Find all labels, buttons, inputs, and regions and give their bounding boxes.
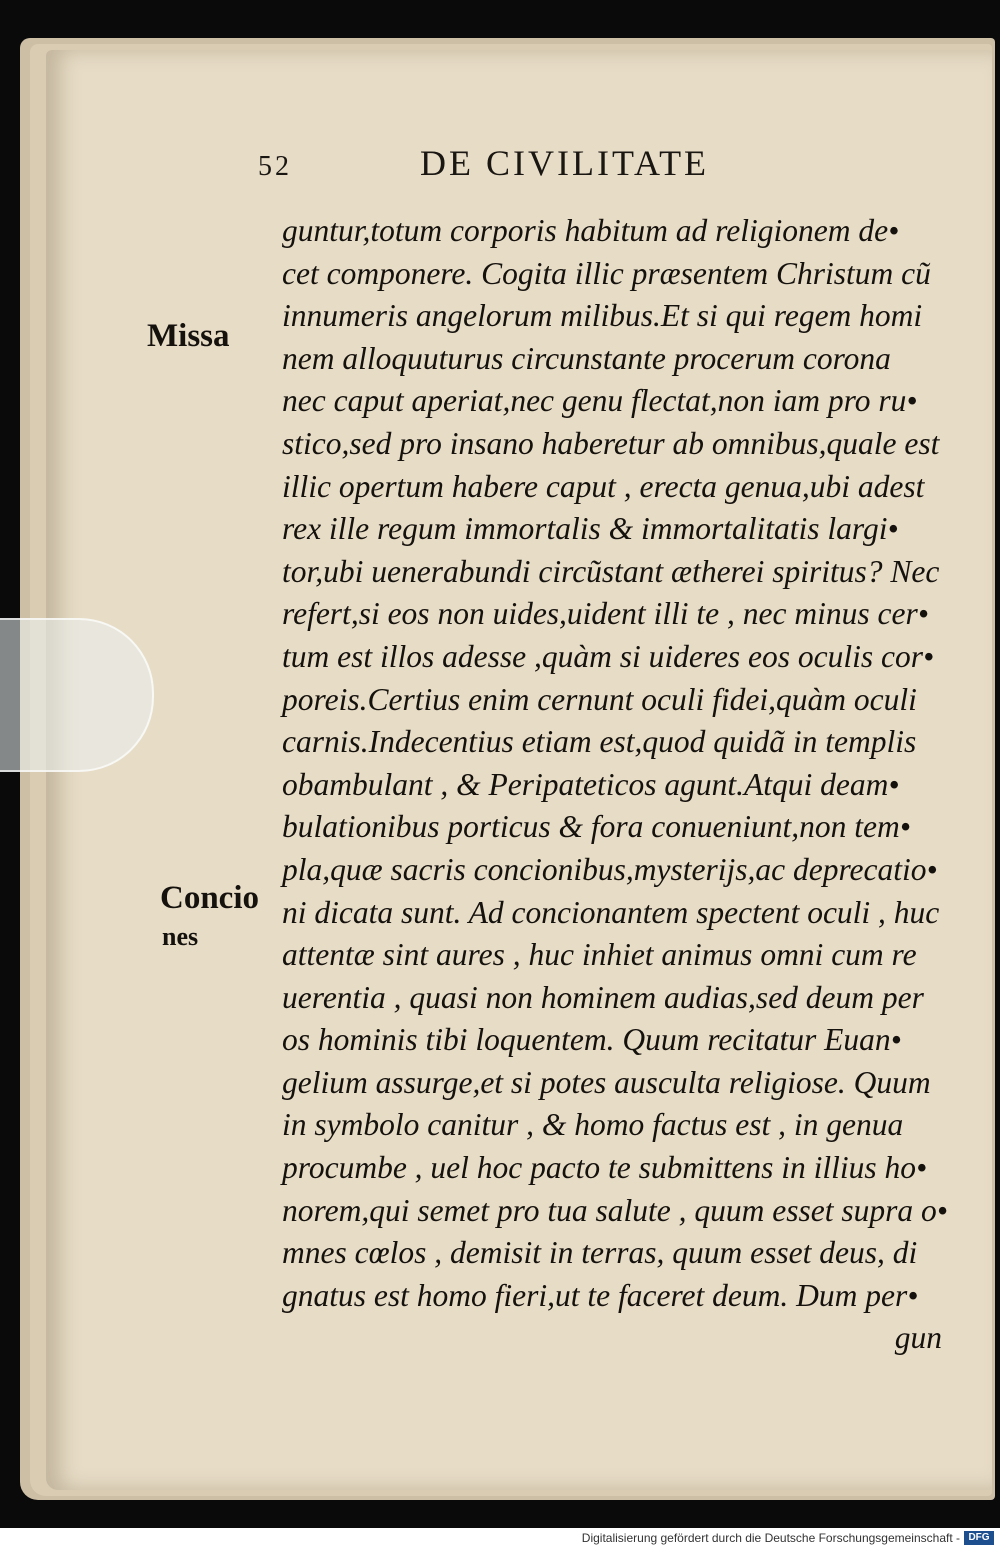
book-clip xyxy=(0,618,154,772)
margin-note-missa: Missa xyxy=(147,318,230,354)
body-text xyxy=(282,210,948,1360)
footer-bar xyxy=(0,1528,1000,1549)
text-line: tum est illos adesse ,quàm si uideres eos oculis cor• xyxy=(282,638,935,674)
text-line: stico,sed pro insano haberetur ab omnibus,quale est xyxy=(282,425,940,461)
text-line: mnes cœlos , demisit in terras, quum esset deus, di xyxy=(282,1235,918,1271)
text-line: attentæ sint aures , huc inhiet animus omni cum re xyxy=(282,937,917,973)
text-line: rex ille regum immortalis & immortalitatis largi• xyxy=(282,511,899,547)
text-line: uerentia , quasi non hominem audias,sed deum per xyxy=(282,979,924,1015)
footer-credit: Digitalisierung gefördert durch die Deutsche Forschungsgemeinschaft - xyxy=(581,1531,960,1545)
text-line: poreis.Certius enim cernunt oculi fidei,quàm oculi xyxy=(282,681,917,717)
text-line: carnis.Indecentius etiam est,quod quidã in templis xyxy=(282,724,917,760)
text-line: bulationibus porticus & fora conueniunt,non tem• xyxy=(282,809,911,845)
text-line: gelium assurge,et si potes ausculta religiose. Quum xyxy=(282,1064,931,1100)
text-line: os hominis tibi loquentem. Quum recitatur Euan• xyxy=(282,1022,902,1058)
text-line: procumbe , uel hoc pacto te submittens in illius ho• xyxy=(282,1150,928,1186)
running-title: DE CIVILITATE xyxy=(420,143,710,183)
text-line: tor,ubi uenerabundi circũstant ætherei spiritus? Nec xyxy=(282,553,940,589)
text-line: guntur,totum corporis habitum ad religionem de• xyxy=(282,213,900,248)
text-line: nem alloquuturus circunstante procerum corona xyxy=(282,340,891,376)
text-line: obambulant , & Peripateticos agunt.Atqui deam• xyxy=(282,766,900,802)
text-line: nec caput aperiat,nec genu flectat,non iam pro ru• xyxy=(282,383,918,419)
text-line: in symbolo canitur , & homo factus est , in genua xyxy=(282,1107,904,1143)
text-line: illic opertum habere caput , erecta genua,ubi adest xyxy=(282,468,925,504)
text-line: pla,quæ sacris concionibus,mysterijs,ac deprecatio• xyxy=(282,851,938,887)
catchword: gun xyxy=(894,1320,942,1356)
text-line: norem,qui semet pro tua salute , quum esset supra o• xyxy=(282,1192,948,1228)
text-line: cet componere. Cogita illic præsentem Christum cũ xyxy=(282,255,931,291)
text-line: refert,si eos non uides,uident illi te , nec minus cer• xyxy=(282,596,929,632)
text-line: innumeris angelorum milibus.Et si qui regem homi xyxy=(282,298,923,334)
page-header xyxy=(258,142,709,184)
margin-note-concio: Concio xyxy=(160,880,259,916)
text-line: ni dicata sunt. Ad concionantem spectent oculi , huc xyxy=(282,894,940,930)
dfg-logo: DFG xyxy=(964,1531,994,1545)
page-number: 52 xyxy=(258,151,292,182)
margin-note-nes: nes xyxy=(162,922,199,951)
text-line: gnatus est homo fieri,ut te faceret deum. Dum per• xyxy=(282,1277,919,1313)
